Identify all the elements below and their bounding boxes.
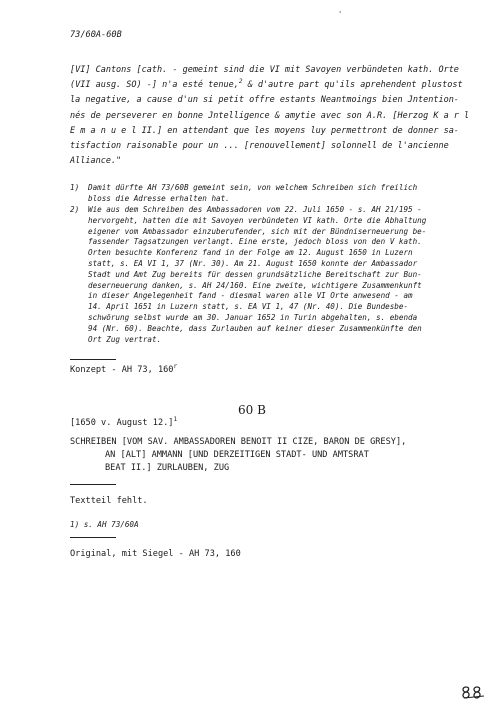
footnote-line: bloss die Adresse erhalten hat. — [88, 193, 230, 203]
konzept-source: Konzept - AH 73, 160$^r$ — [70, 363, 178, 375]
document-date: [1650 v. August 12.]$^1$ — [70, 416, 178, 428]
original-source: Original, mit Siegel - AH 73, 160 — [70, 549, 241, 559]
divider — [70, 537, 116, 538]
footnote-60b: 1) s. AH 73/60A — [70, 520, 139, 529]
document-heading: 60 B — [238, 403, 266, 417]
address-line: AN [ALT] AMMANN [UND DERZEITIGEN STADT- UND AMTSRAT — [105, 450, 369, 461]
footnote-line: 94 (Nr. 60). Beachte, dass Zurlauben auf keiner dieser Zusammenkünfte den — [88, 323, 422, 333]
footnote-ref-2: 2 — [238, 78, 243, 86]
footnote-line: Wie aus dem Schreiben des Ambassadoren vom 22. Juli 1650 - s. AH 21/195 - — [88, 205, 422, 214]
footnote-number: 2) — [70, 205, 80, 214]
footnote-line: Ort Zug vertrat. — [88, 334, 162, 344]
divider — [70, 359, 116, 360]
footnote-2 — [70, 205, 465, 345]
footnote-number: 1) — [70, 183, 80, 192]
quote-line: nés de perseverer en bonne Jntelligence & amytie avec son A.R. [Herzog K a r l — [70, 110, 470, 121]
footnote-line: statt, s. EA VI 1, 37 (Nr. 30). Am 21. August 1650 konnte der Ambassador — [88, 258, 418, 268]
quote-line: (VII ausg. SO) -] n'a esté tenue,$^2$ & d'autre part qu'ils aprehendent plustost — [70, 78, 463, 91]
footnote-line: Stadt und Amt Zug bereits für dessen grundsätzliche Bereitschaft zur Bun- — [88, 269, 422, 279]
text-status: Textteil fehlt. — [70, 496, 148, 506]
quote-line: la negative, a cause d'un si petit offre estants Neantmoings bien Jntention- — [70, 95, 459, 106]
footnote-line: hervorgeht, hatten die mit Savoyen verbündeten VI kath. Orte die Abhaltung — [88, 215, 427, 225]
divider — [70, 484, 116, 485]
footnote-line: Orten besuchte Konferenz fand in der Folge am 12. August 1650 in Luzern — [88, 248, 413, 258]
footnote-line: Damit dürfte AH 73/60B gemeint sein, von welchem Schreiben sich freilich — [88, 183, 418, 192]
footnote-line: fassender Tagsatzungen verlangt. Eine erste, jedoch bloss von den V kath. — [88, 237, 422, 247]
quote-line: Alliance." — [70, 156, 122, 167]
footnote-line: deserneuerung danken, s. AH 24/160. Eine zweite, wichtigere Zusammenkunft — [88, 280, 422, 290]
footnote-1 — [70, 183, 465, 205]
address-line: SCHREIBEN [VOM SAV. AMBASSADOREN BENOIT II CIZE, BARON DE GRESY], — [70, 437, 407, 447]
footnote-line: 14. April 1651 in Luzern statt, s. EA VI 1, 47 (Nr. 40). Die Bundesbe- — [88, 302, 409, 312]
footnote-line: schwörung selbst wurde am 30. Januar 1652 in Turin abgehalten, s. ebenda — [88, 312, 418, 322]
quote-line: tisfaction raisonable pour un ... [renouvellement] solonnell de l'ancienne — [70, 141, 449, 152]
quoted-passage — [70, 63, 470, 169]
recto-mark: r — [173, 363, 178, 370]
address-block — [70, 436, 406, 476]
margin-mark: ' — [338, 10, 343, 18]
handwritten-page-number — [460, 684, 488, 700]
quote-line: E m a n u e l II.] en attendant que les moyens luy permettront de donner sa- — [70, 125, 459, 136]
address-line: BEAT II.] ZURLAUBEN, ZUG — [105, 463, 230, 474]
footnote-line: eigener vom Ambassador einzuberufender, sich mit der Bündniserneuerung be- — [88, 226, 427, 236]
footnote-line: in dieser Angelegenheit fand - diesmal waren alle VI Orte anwesend - am — [88, 291, 413, 301]
archive-reference: 73/60A-60B — [70, 30, 122, 40]
footnote-ref-1: 1 — [173, 416, 178, 423]
quote-line: [VI] Cantons [cath. - gemeint sind die VI mit Savoyen verbündeten kath. Orte — [70, 65, 459, 75]
